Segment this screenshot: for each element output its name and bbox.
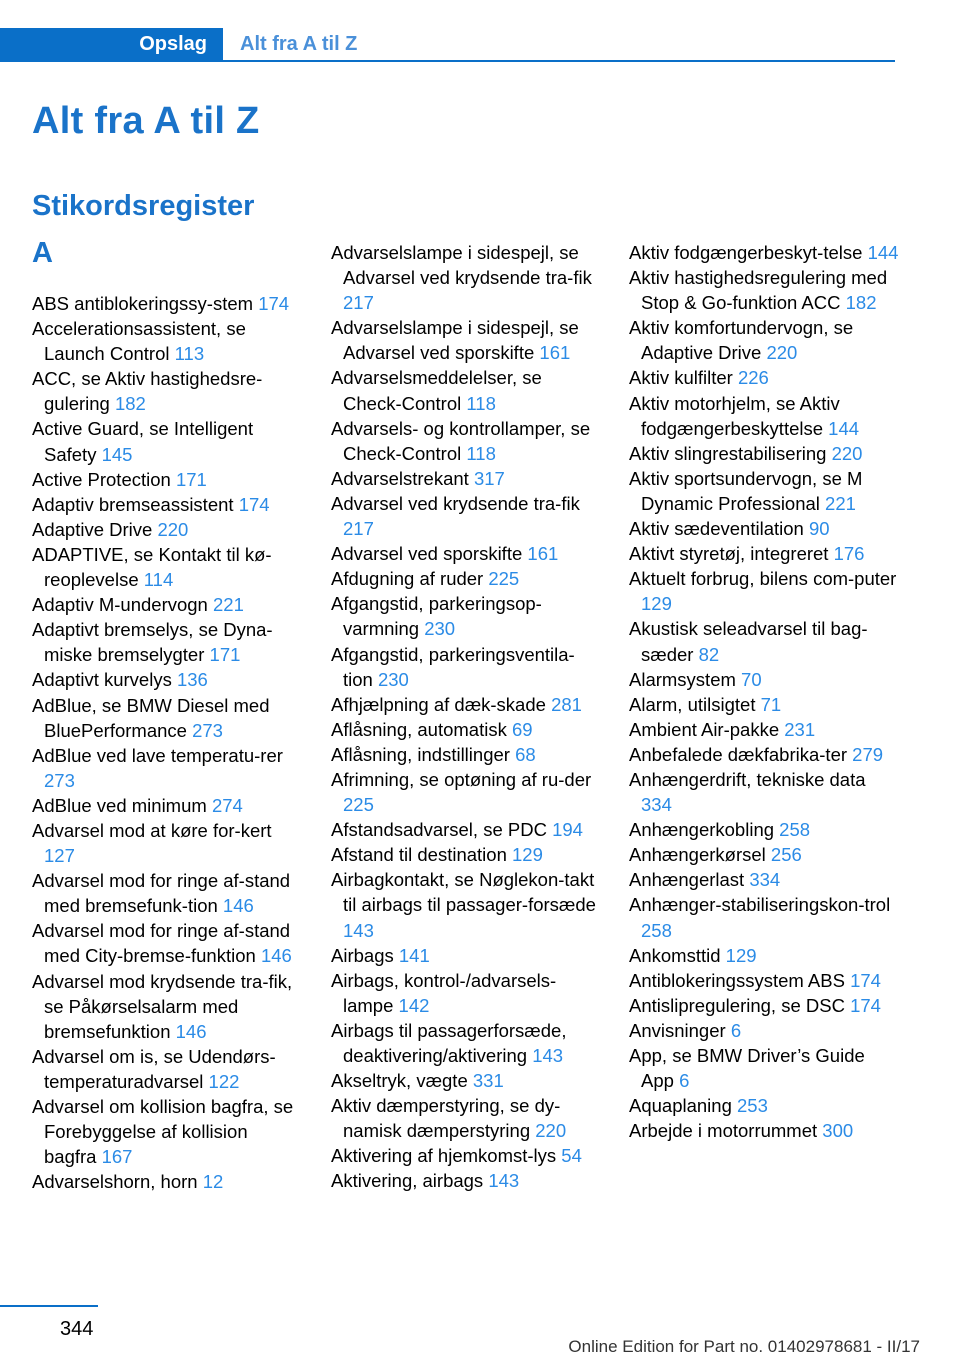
index-entry bbox=[629, 867, 899, 892]
index-entry bbox=[629, 1043, 899, 1093]
index-entry-text: AdBlue, se BMW Diesel med BluePerformance bbox=[32, 694, 270, 741]
index-entry-text: AdBlue ved minimum bbox=[32, 794, 207, 816]
index-column-3 bbox=[629, 240, 899, 1143]
index-entry-text: Aktiv slingrestabilisering bbox=[629, 442, 827, 464]
index-entry-text: Aflåsning, automatisk bbox=[331, 718, 507, 740]
index-entry-text: Advarsel om kollision bagfra, se Forebyggelse af kollision bagfra bbox=[32, 1096, 294, 1168]
letter-heading: A bbox=[32, 237, 53, 269]
index-entry bbox=[32, 316, 302, 366]
index-page-link[interactable]: 6 bbox=[679, 1070, 690, 1092]
index-page-link[interactable]: 217 bbox=[343, 518, 374, 540]
index-page-link[interactable]: 118 bbox=[466, 442, 496, 464]
index-entry-text: Aktiv motorhjelm, se Aktiv fodgængerbeskyttelse bbox=[629, 392, 840, 439]
index-page-link[interactable]: 317 bbox=[473, 467, 505, 489]
index-entry bbox=[331, 1093, 601, 1143]
index-entry bbox=[331, 240, 601, 315]
index-entry-text: Airbagkontakt, se Nøglekon-takt til airbags til passager-forsæde bbox=[331, 869, 596, 916]
index-entry bbox=[629, 315, 899, 365]
index-entry-text: Afdugning af ruder bbox=[331, 568, 484, 590]
index-entry bbox=[629, 943, 899, 968]
index-page-link[interactable]: 171 bbox=[175, 468, 207, 490]
index-entry-text: Airbags bbox=[331, 944, 394, 966]
index-entry bbox=[32, 291, 302, 316]
index-entry bbox=[32, 969, 302, 1044]
index-entry bbox=[629, 441, 899, 466]
index-entry-text: ADAPTIVE, se Kontakt til kø-reoplevelse bbox=[32, 543, 272, 591]
index-entry bbox=[32, 793, 302, 818]
index-entry-text: Anhænger-stabiliseringskon-trol bbox=[629, 894, 891, 916]
index-page-link[interactable]: 71 bbox=[760, 693, 782, 715]
index-entry-text: Aktiv dæmperstyring, se dy-namisk dæmperstyring bbox=[331, 1095, 561, 1142]
index-page-link[interactable]: 334 bbox=[641, 794, 672, 816]
index-entry-text: Aktiv sædeventilation bbox=[629, 518, 804, 540]
index-page-link[interactable]: 129 bbox=[512, 844, 543, 866]
index-page-link[interactable]: 82 bbox=[698, 643, 720, 665]
index-entry bbox=[629, 240, 899, 265]
index-entry bbox=[32, 743, 302, 793]
header-bar bbox=[0, 28, 895, 62]
index-entry-text: App, se BMW Driver’s Guide App bbox=[629, 1045, 865, 1092]
index-entry bbox=[331, 642, 601, 692]
index-entry bbox=[331, 416, 601, 466]
index-entry bbox=[331, 817, 601, 842]
tab-alt-fra-a-til-z[interactable]: Alt fra A til Z bbox=[240, 32, 358, 55]
index-entry bbox=[629, 365, 899, 390]
index-entry bbox=[629, 1093, 899, 1118]
index-entry-text: Active Guard, se Intelligent Safety bbox=[32, 418, 254, 465]
index-entry bbox=[629, 265, 899, 315]
index-entry-text: Aquaplaning bbox=[629, 1095, 732, 1117]
index-entry bbox=[32, 693, 302, 743]
index-page-link[interactable]: 217 bbox=[343, 292, 374, 314]
index-entry bbox=[629, 616, 899, 666]
index-entry bbox=[32, 492, 302, 517]
index-entry bbox=[32, 1094, 302, 1169]
index-entry bbox=[629, 667, 899, 692]
index-entry-text: Aktiv fodgængerbeskyt-telse bbox=[629, 242, 863, 263]
index-entry bbox=[32, 868, 302, 918]
index-entry-text: Airbags til passagerforsæde, deaktivering/aktivering bbox=[331, 1019, 567, 1066]
index-entry-text: Aktiv komfortundervogn, se Adaptive Drive bbox=[629, 317, 854, 364]
index-page-link[interactable]: 256 bbox=[770, 844, 802, 866]
index-entry bbox=[32, 592, 302, 617]
index-entry-text: Adaptivt kurvelys bbox=[32, 669, 172, 691]
index-entry bbox=[331, 541, 601, 566]
index-page-link[interactable]: 90 bbox=[808, 518, 830, 540]
index-entry bbox=[331, 315, 601, 365]
index-entry-text: Afhjælpning af dæk-skade bbox=[331, 693, 546, 715]
index-entry bbox=[32, 366, 302, 416]
index-entry bbox=[32, 617, 302, 667]
index-page-link[interactable]: 230 bbox=[424, 618, 456, 640]
index-page-link[interactable]: 226 bbox=[737, 367, 769, 389]
index-page-link[interactable]: 258 bbox=[779, 819, 811, 841]
index-entry-text: Active Protection bbox=[32, 468, 171, 490]
index-page-link[interactable]: 12 bbox=[202, 1171, 224, 1193]
index-page-link[interactable]: 143 bbox=[532, 1045, 564, 1066]
index-entry-text: Alarmsystem bbox=[629, 668, 736, 690]
index-entry bbox=[629, 892, 899, 942]
index-entry-text: Advarselsmeddelelser, se Check-Control bbox=[331, 367, 542, 414]
index-page-link[interactable]: 220 bbox=[831, 442, 863, 464]
index-entry bbox=[331, 968, 601, 1018]
index-entry-text: Adaptiv M-undervogn bbox=[32, 594, 208, 616]
index-page-link[interactable]: 146 bbox=[260, 945, 292, 967]
index-page-link[interactable]: 143 bbox=[488, 1170, 520, 1192]
index-entry-text: Advarselstrekant bbox=[331, 467, 469, 489]
index-page-link[interactable]: 144 bbox=[867, 242, 899, 263]
index-page-link[interactable]: 281 bbox=[551, 693, 582, 715]
index-page-link[interactable]: 182 bbox=[845, 292, 877, 314]
index-entry-text: Advarsels- og kontrollamper, se Check-Control bbox=[331, 417, 591, 464]
index-entry-text: Afstandsadvarsel, se PDC bbox=[331, 819, 547, 841]
index-page-link[interactable]: 225 bbox=[488, 568, 520, 590]
index-entry-text: Adaptivt bremselys, se Dyna-miske bremselygter bbox=[32, 619, 273, 666]
index-entry-text: Advarsel ved krydsende tra-fik bbox=[331, 492, 580, 514]
index-page-link[interactable]: 144 bbox=[828, 417, 860, 439]
index-column-2 bbox=[331, 240, 601, 1194]
index-page-link[interactable]: 174 bbox=[238, 493, 270, 515]
index-entry-text: Afstand til destination bbox=[331, 844, 507, 866]
index-entry-text: Anhængerkørsel bbox=[629, 844, 766, 866]
index-entry bbox=[331, 591, 601, 641]
index-entry-text: Aflåsning, indstillinger bbox=[331, 743, 510, 765]
index-entry bbox=[629, 817, 899, 842]
index-entry-text: Advarsel mod for ringe af-stand med City-bremse-funktion bbox=[32, 920, 291, 967]
index-page-link[interactable]: 113 bbox=[174, 343, 205, 365]
index-entry bbox=[629, 968, 899, 993]
index-page-link[interactable]: 176 bbox=[833, 543, 865, 565]
index-entry bbox=[331, 767, 601, 817]
page-number: 344 bbox=[60, 1318, 94, 1340]
index-page-link[interactable]: 331 bbox=[472, 1070, 504, 1092]
index-page-link[interactable]: 141 bbox=[398, 944, 430, 966]
edition-text: Online Edition for Part no. 01402978681 - II/17 bbox=[568, 1337, 920, 1356]
index-entry bbox=[32, 667, 302, 692]
index-entry-text: Advarselshorn, horn bbox=[32, 1171, 198, 1193]
index-page-link[interactable]: 167 bbox=[101, 1146, 133, 1168]
index-entry bbox=[629, 566, 899, 616]
index-entry-text: Advarsel om is, se Udendørs-temperaturadvarsel bbox=[32, 1045, 276, 1092]
index-entry-text: Anhængerlast bbox=[629, 869, 745, 891]
index-page-link[interactable]: 161 bbox=[539, 342, 571, 364]
index-page-link[interactable]: 182 bbox=[114, 393, 146, 415]
index-page-link[interactable]: 171 bbox=[209, 644, 241, 666]
index-page-link[interactable]: 136 bbox=[176, 669, 208, 691]
index-page-link[interactable]: 54 bbox=[561, 1145, 582, 1167]
index-entry-text: Advarsel ved sporskifte bbox=[331, 543, 523, 565]
index-page-link[interactable]: 225 bbox=[343, 794, 374, 816]
index-entry-text: ABS antiblokeringssy-stem bbox=[32, 293, 254, 314]
index-page-link[interactable]: 253 bbox=[737, 1095, 768, 1117]
index-entry-text: Adaptive Drive bbox=[32, 518, 153, 540]
index-entry bbox=[629, 842, 899, 867]
index-page-link[interactable]: 142 bbox=[398, 994, 430, 1016]
index-entry-text: Aktuelt forbrug, bilens com-puter bbox=[629, 568, 897, 590]
index-page-link[interactable]: 70 bbox=[741, 668, 762, 690]
index-page-link[interactable]: 231 bbox=[784, 718, 816, 740]
index-entry-text: Ambient Air-pakke bbox=[629, 718, 780, 740]
index-column-1 bbox=[32, 291, 302, 1194]
index-entry-text: Akseltryk, vægte bbox=[331, 1070, 468, 1092]
index-entry-text: Aktiv kulfilter bbox=[629, 367, 733, 389]
footer-divider bbox=[0, 1305, 98, 1307]
index-entry bbox=[32, 416, 302, 466]
index-entry-text: Aktivering af hjemkomst-lys bbox=[331, 1145, 557, 1167]
index-page-link[interactable]: 146 bbox=[222, 895, 254, 917]
index-entry bbox=[32, 918, 302, 968]
index-page-link[interactable]: 118 bbox=[466, 392, 496, 414]
index-entry-text: Advarsel mod for ringe af-stand med bremsefunk-tion bbox=[32, 870, 291, 917]
index-entry bbox=[32, 542, 302, 592]
index-entry bbox=[331, 491, 601, 541]
index-page-link[interactable]: 129 bbox=[641, 593, 672, 615]
index-entry bbox=[331, 717, 601, 742]
index-entry bbox=[331, 1168, 601, 1193]
index-entry bbox=[629, 391, 899, 441]
index-page-link[interactable]: 161 bbox=[527, 543, 559, 565]
index-page-link[interactable]: 127 bbox=[44, 845, 75, 867]
index-entry bbox=[331, 566, 601, 591]
index-page-link[interactable]: 220 bbox=[535, 1120, 567, 1142]
index-entry-text: Aktiv sportsundervogn, se M Dynamic Professional bbox=[629, 467, 863, 514]
index-page-link[interactable]: 122 bbox=[208, 1070, 240, 1092]
tab-opslag[interactable]: Opslag bbox=[0, 28, 223, 60]
page-title: Alt fra A til Z bbox=[32, 100, 260, 142]
index-entry-text: ACC, se Aktiv hastighedsre-gulering bbox=[32, 368, 263, 415]
index-page-link[interactable]: 220 bbox=[766, 342, 798, 364]
index-page-link[interactable]: 221 bbox=[213, 594, 244, 616]
index-page-link[interactable]: 146 bbox=[175, 1020, 207, 1042]
index-page-link[interactable]: 68 bbox=[515, 743, 536, 765]
index-entry bbox=[331, 1068, 601, 1093]
index-entry-text: Aktivt styretøj, integreret bbox=[629, 543, 829, 565]
index-page-link[interactable]: 174 bbox=[850, 994, 881, 1016]
index-entry bbox=[629, 1018, 899, 1043]
index-entry bbox=[32, 818, 302, 868]
index-page-link[interactable]: 300 bbox=[822, 1120, 854, 1142]
index-page-link[interactable]: 174 bbox=[258, 293, 290, 314]
index-page-link[interactable]: 274 bbox=[211, 794, 243, 816]
index-entry-text: Ankomsttid bbox=[629, 944, 721, 966]
index-entry bbox=[331, 365, 601, 415]
index-page-link[interactable]: 129 bbox=[725, 944, 757, 966]
index-page-link[interactable]: 194 bbox=[552, 819, 583, 841]
index-entry bbox=[629, 516, 899, 541]
index-entry-text: Afgangstid, parkeringsop-varmning bbox=[331, 593, 542, 640]
index-entry-text: Adaptiv bremseassistent bbox=[32, 493, 234, 515]
index-entry-text: Advarselslampe i sidespejl, se Advarsel ved krydsende tra-fik bbox=[331, 242, 592, 289]
index-page-link[interactable]: 334 bbox=[749, 869, 781, 891]
index-entry bbox=[629, 993, 899, 1018]
index-entry bbox=[32, 1044, 302, 1094]
index-entry bbox=[331, 692, 601, 717]
index-page-link[interactable]: 273 bbox=[44, 769, 75, 791]
header-divider bbox=[0, 60, 895, 62]
index-entry bbox=[331, 867, 601, 942]
index-entry bbox=[629, 767, 899, 817]
index-entry bbox=[629, 742, 899, 767]
index-entry-text: Anbefalede dækfabrika-ter bbox=[629, 743, 848, 765]
index-entry bbox=[331, 466, 601, 491]
index-page-link[interactable]: 6 bbox=[730, 1019, 742, 1041]
index-page-link[interactable]: 273 bbox=[192, 719, 223, 741]
index-entry bbox=[32, 467, 302, 492]
index-entry-text: Antiblokeringssystem ABS bbox=[629, 969, 845, 991]
section-title: Stikordsregister bbox=[32, 190, 255, 222]
index-entry-text: Advarsel mod krydsende tra-fik, se Påkørselsalarm med bremsefunktion bbox=[32, 970, 293, 1042]
index-page-link[interactable]: 230 bbox=[377, 668, 409, 690]
index-entry-text: Anhængerkobling bbox=[629, 819, 775, 841]
index-entry bbox=[32, 517, 302, 542]
index-page-link[interactable]: 143 bbox=[343, 919, 374, 941]
index-entry-text: Afgangstid, parkeringsventila-tion bbox=[331, 643, 575, 690]
index-page-link[interactable]: 221 bbox=[825, 492, 856, 514]
index-entry-text: Akustisk seleadvarsel til bag-sæder bbox=[629, 618, 868, 665]
index-entry-text: Afrimning, se optøning af ru-der bbox=[331, 768, 592, 790]
index-entry bbox=[629, 1118, 899, 1143]
index-entry-text: Antislipregulering, se DSC bbox=[629, 994, 845, 1016]
index-entry bbox=[629, 466, 899, 516]
index-entry bbox=[32, 1169, 302, 1194]
index-entry bbox=[629, 717, 899, 742]
index-page-link[interactable]: 114 bbox=[143, 569, 174, 591]
index-entry-text: Advarsel mod at køre for-kert bbox=[32, 819, 272, 841]
index-entry bbox=[331, 1018, 601, 1068]
index-entry-text: Accelerationsassistent, se Launch Control bbox=[32, 318, 246, 365]
index-entry bbox=[331, 943, 601, 968]
index-entry bbox=[331, 1143, 601, 1168]
index-entry-text: Airbags, kontrol-/advarsels-lampe bbox=[331, 969, 557, 1016]
index-entry-text: Advarselslampe i sidespejl, se Advarsel ved sporskifte bbox=[331, 317, 579, 364]
index-entry-text: Anhængerdrift, tekniske data bbox=[629, 768, 866, 790]
index-page-link[interactable]: 174 bbox=[850, 969, 881, 991]
index-entry bbox=[629, 692, 899, 717]
index-entry bbox=[331, 842, 601, 867]
index-page-link[interactable]: 220 bbox=[157, 518, 189, 540]
index-page-link[interactable]: 258 bbox=[641, 919, 672, 941]
index-entry bbox=[629, 541, 899, 566]
index-entry-text: Aktiv hastighedsregulering med Stop & Go-funktion ACC bbox=[629, 267, 888, 314]
index-page-link[interactable]: 279 bbox=[852, 743, 884, 765]
index-entry-text: Arbejde i motorrummet bbox=[629, 1120, 818, 1142]
index-page-link[interactable]: 145 bbox=[101, 443, 133, 465]
index-entry-text: AdBlue ved lave temperatu-rer bbox=[32, 744, 283, 766]
index-page-link[interactable]: 69 bbox=[511, 718, 533, 740]
index-entry-text: Anvisninger bbox=[629, 1019, 726, 1041]
index-entry-text: Aktivering, airbags bbox=[331, 1170, 484, 1192]
index-entry-text: Alarm, utilsigtet bbox=[629, 693, 756, 715]
index-entry bbox=[331, 742, 601, 767]
